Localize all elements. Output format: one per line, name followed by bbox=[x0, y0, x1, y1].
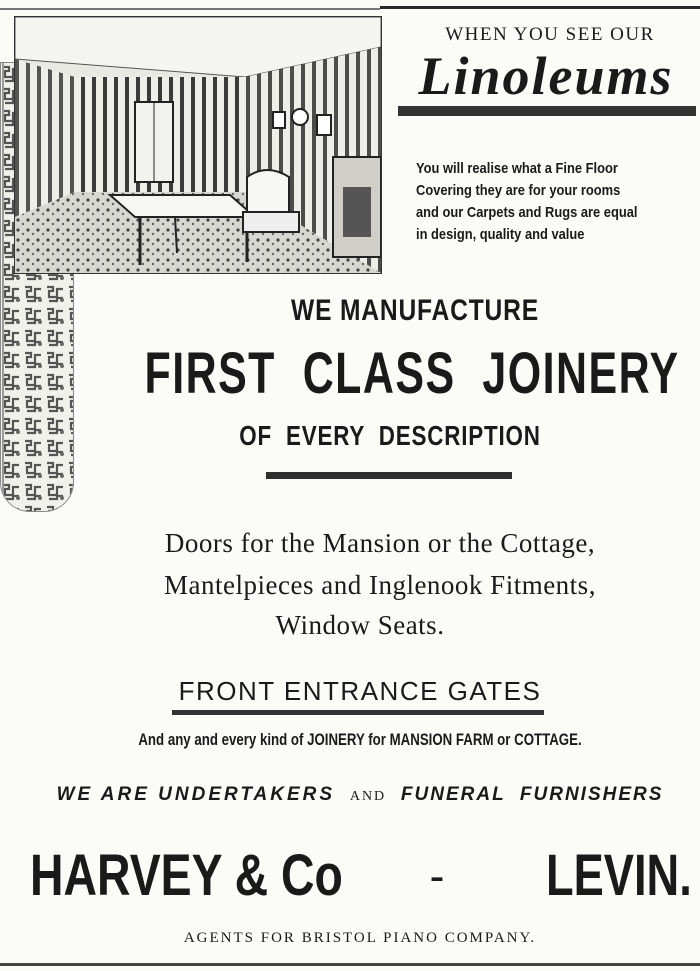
products-line-2: Mantelpieces and Inglenook Fitments, bbox=[164, 570, 596, 600]
undertakers-and: AND bbox=[349, 789, 387, 804]
we-manufacture: WE MANUFACTURE bbox=[291, 294, 539, 327]
firm-dash: - bbox=[430, 853, 444, 899]
intro-line-2: Covering they are for your rooms bbox=[416, 182, 621, 199]
undertakers-line bbox=[20, 784, 700, 806]
funeral-furnishers-text: FUNERAL FURNISHERS bbox=[400, 784, 664, 805]
agents-line: AGENTS FOR BRISTOL PIANO COMPANY. bbox=[183, 930, 537, 946]
of-every-description: OF EVERY DESCRIPTION bbox=[239, 420, 541, 451]
top-border-rule bbox=[380, 6, 700, 9]
first-class-joinery-headline: FIRST CLASS JOINERY bbox=[144, 341, 680, 406]
intro-paragraph bbox=[416, 158, 691, 246]
linoleums-underline bbox=[398, 106, 696, 116]
undertakers-text: WE ARE UNDERTAKERS bbox=[56, 784, 336, 805]
header-when-you-see: WHEN YOU SEE OUR bbox=[445, 24, 655, 45]
intro-line-3: and our Carpets and Rugs are equal bbox=[416, 204, 638, 221]
intro-line-1: You will realise what a Fine Floor bbox=[416, 160, 618, 177]
section-divider bbox=[266, 472, 512, 479]
front-entrance-gates: FRONT ENTRANCE GATES bbox=[178, 676, 542, 706]
gates-underline bbox=[172, 710, 544, 715]
bottom-border-rule bbox=[0, 963, 700, 966]
top-left-border-rule bbox=[0, 8, 380, 10]
firm-name: HARVEY & Co bbox=[30, 843, 343, 908]
intro-line-4: in design, quality and value bbox=[416, 226, 585, 243]
products-line-3: Window Seats. bbox=[275, 610, 445, 640]
joinery-detail-line: And any and every kind of JOINERY for MANSION FARM or COTTAGE. bbox=[138, 730, 582, 749]
room-illustration bbox=[14, 16, 382, 274]
firm-town: LEVIN. bbox=[546, 843, 692, 908]
linoleums-heading: Linoleums bbox=[418, 46, 674, 106]
products-line-1: Doors for the Mansion or the Cottage, bbox=[164, 528, 596, 558]
